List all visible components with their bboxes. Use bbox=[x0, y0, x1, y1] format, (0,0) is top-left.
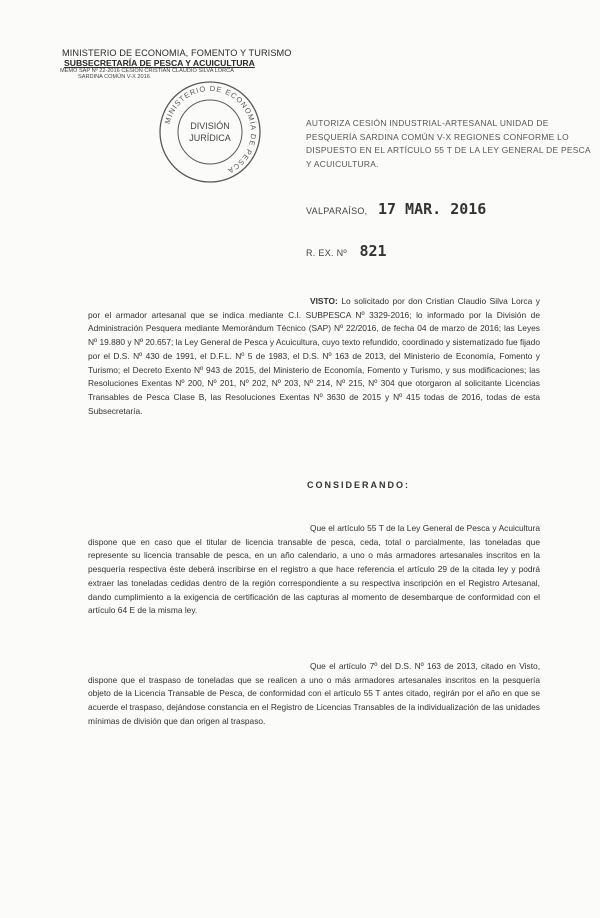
rex-label: R. EX. Nº bbox=[306, 248, 347, 258]
rex-number: 821 bbox=[359, 242, 387, 260]
species-reference: SARDINA COMÚN V-X 2016 bbox=[78, 74, 150, 80]
considerando-paragraph-1 bbox=[88, 522, 540, 618]
place-label: VALPARAÍSO, bbox=[306, 206, 368, 216]
considerando-heading: CONSIDERANDO: bbox=[307, 480, 411, 490]
resolution-number bbox=[306, 242, 387, 261]
para2-text: en Visto, dispone que el traspaso de toneladas que se realicen a uno o más armadores artesanales inscritos en la pesquería objeto de la Licencia Transable de Pesca, de conformidad con el artículo 55 T antes citado, regirán por el año en que se acuerde el traspaso, dejándose constancia en el Registro de Licencias Transables de la individualización de las unidades mínimas de división que dan origen al traspaso. bbox=[88, 661, 541, 726]
para1-lead: Que el artículo 55 T de la Ley General de Pesca y bbox=[310, 523, 497, 533]
resolution-subject: AUTORIZA CESIÓN INDUSTRIAL-ARTESANAL UNIDAD DE PESQUERÍA SARDINA COMÚN V-X REGIONES CONFORME LO DISPUESTO EN EL ARTÍCULO 55 T DE LA LEY GENERAL DE PESCA Y ACUICULTURA. bbox=[306, 118, 591, 169]
division-juridica-stamp bbox=[156, 78, 264, 186]
stamp-seal bbox=[156, 78, 264, 186]
memo-reference: MEMO SAP Nº 22-2016 CESIÓN CRISTIAN CLAUDIO SILVA LORCA bbox=[60, 68, 234, 74]
ministry-name: MINISTERIO DE ECONOMIA, FOMENTO Y TURISMO bbox=[62, 48, 292, 58]
para1-text: Acuicultura dispone que en caso que el titular de licencia transable de pesca, ceda, total o parcialmente, las toneladas que represente su licencia transable de pesca, en un año calendario, a uno o más armadores artesanales inscritos en la pesquería respectiva éste deberá inscribirse en el registro a que hace referencia el artículo 29 de la citada ley y podrá extraer las toneladas cedidas dentro de la región correspondiente a su respectiva inscripción en el Registro Artesanal, dando cumplimiento a la exigencia de certificación de las capturas al momento de desembarque de conformidad con el artículo 64 E de la misma ley. bbox=[88, 523, 540, 616]
subsecretaria-name: SUBSECRETARÍA DE PESCA Y ACUICULTURA bbox=[64, 58, 255, 68]
para2-lead: Que el artículo 7º del D.S. Nº 163 de 2013, citado bbox=[310, 661, 504, 671]
considerando-paragraph-2 bbox=[88, 660, 540, 729]
visto-text: Lo solicitado por don Cristian Claudio Silva Lorca y por el armador artesanal que se indica mediante C.I. SUBPESCA Nº 3329-2016; lo informado por la División de Administración Pesquera mediante Memorándum Técnico (SAP) Nº 22/2016, de fecha 04 de marzo de 2016; las Leyes Nº 19.880 y Nº 20.657; la Ley General de Pesca y Acuicultura, cuyo texto refundido, coordinado y sistematizado fue fijado por el D.S. Nº 430 de 1991, el D.F.L. Nº 5 de 1983, el D.S. Nº 163 de 2013, del Ministerio de Economía, Fomento y Turismo; el Decreto Exento Nº 943 de 2015, del Ministerio de Economía, Fomento y Turismo, y sus modificaciones; las Resoluciones Exentas Nº 200, Nº 201, Nº 202, Nº 203, Nº 214, Nº 215, Nº 304 que otorgaron al solicitante Licencias Transables de Pesca Clase B, las Resoluciones Exentas Nº 3630 de 2015 y Nº 415 todas de 2016, todas de esta Subsecretaría. bbox=[88, 296, 540, 416]
stamp-division-label: DIVISIÓN bbox=[190, 121, 230, 131]
visto-label: VISTO: bbox=[310, 296, 338, 306]
place-and-date bbox=[306, 200, 486, 219]
date-stamp: 17 MAR. 2016 bbox=[377, 200, 487, 218]
stamp-ring-text: MINISTERIO DE ECONOMÍA DE PESCA bbox=[162, 83, 259, 176]
stamp-juridica-label: JURÍDICA bbox=[189, 133, 231, 143]
letterhead bbox=[62, 48, 302, 80]
visto-paragraph bbox=[88, 295, 540, 418]
